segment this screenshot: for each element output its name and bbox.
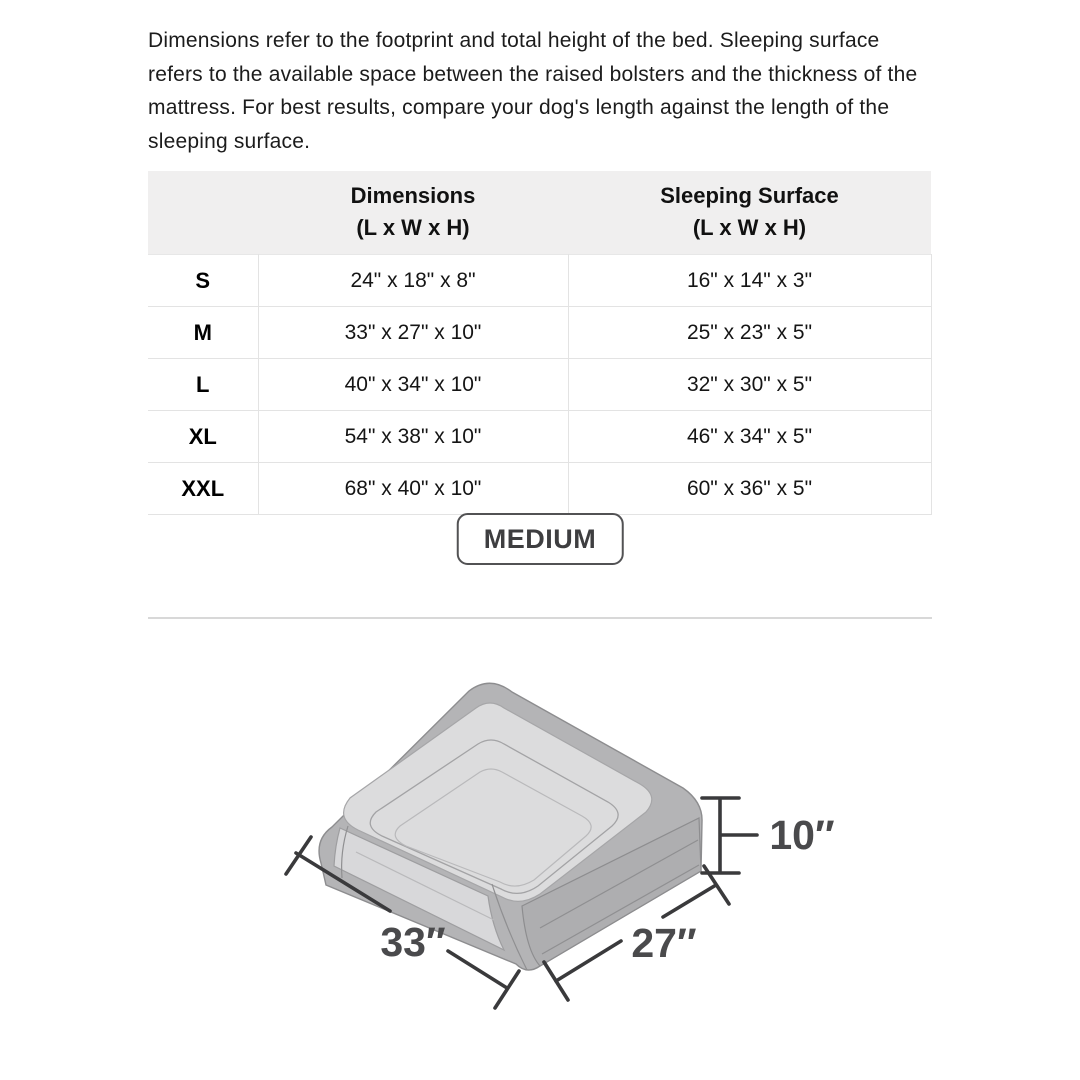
- dimensions-cell: 68" x 40" x 10": [258, 463, 568, 515]
- size-cell: L: [148, 359, 258, 411]
- table-row-m: [148, 307, 931, 359]
- column-header-dimensions: Dimensions (L x W x H): [258, 171, 568, 255]
- sleeping-surface-cell: 60" x 36" x 5": [568, 463, 931, 515]
- table-row-l: [148, 359, 931, 411]
- section-divider: [148, 617, 932, 619]
- length-dim-label: 33″: [380, 919, 446, 965]
- size-table: [148, 171, 932, 515]
- width-dim-label: 27″: [631, 920, 697, 966]
- sleeping-surface-cell: 46" x 34" x 5": [568, 411, 931, 463]
- size-cell: S: [148, 255, 258, 307]
- size-cell: XL: [148, 411, 258, 463]
- dimensions-cell: 24" x 18" x 8": [258, 255, 568, 307]
- column-header-size: [148, 171, 258, 255]
- height-dim-line: [702, 798, 757, 873]
- bed-dimensions-diagram: [250, 660, 870, 1060]
- table-row-xxl: [148, 463, 931, 515]
- sleeping-surface-cell: 25" x 23" x 5": [568, 307, 931, 359]
- table-row-s: [148, 255, 931, 307]
- dimensions-cell: 40" x 34" x 10": [258, 359, 568, 411]
- sleeping-surface-cell: 16" x 14" x 3": [568, 255, 931, 307]
- dimensions-cell: 54" x 38" x 10": [258, 411, 568, 463]
- column-header-sleeping-surface: Sleeping Surface (L x W x H): [568, 171, 931, 255]
- table-row-xl: [148, 411, 931, 463]
- size-cell: XXL: [148, 463, 258, 515]
- selected-size-button[interactable]: MEDIUM: [457, 513, 624, 565]
- size-cell: M: [148, 307, 258, 359]
- size-table-header: [148, 171, 931, 255]
- dimensions-cell: 33" x 27" x 10": [258, 307, 568, 359]
- intro-paragraph: Dimensions refer to the footprint and total height of the bed. Sleeping surface refers to the available space between the raised bolsters and the thickness of the mattress. For best results, compare your dog's length against the length of the sleeping surface.: [148, 29, 918, 153]
- sleeping-surface-cell: 32" x 30" x 5": [568, 359, 931, 411]
- height-dim-label: 10″: [769, 812, 835, 858]
